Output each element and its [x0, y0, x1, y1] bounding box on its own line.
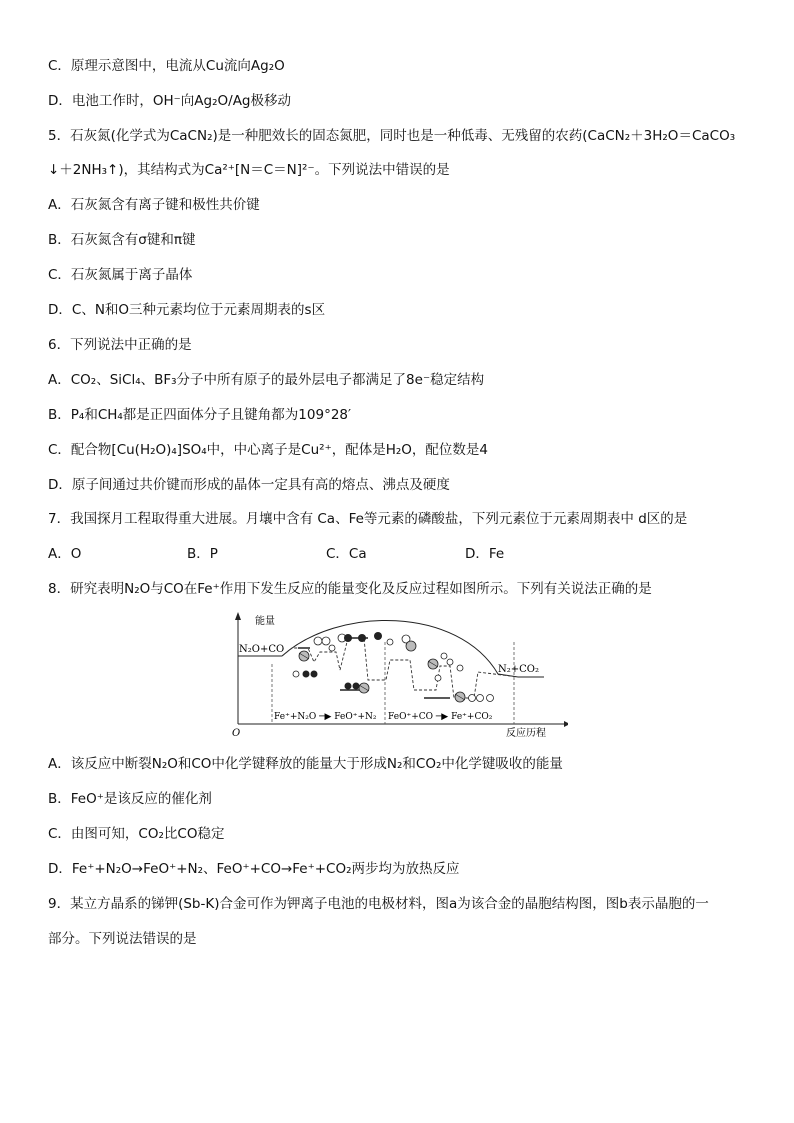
option-line: C．石灰氮属于离子晶体 [48, 267, 193, 283]
question-6-stem: 6．下列说法中正确的是 [48, 337, 192, 353]
option-line: D．C、N和O三种元素均位于元素周期表的s区 [48, 302, 326, 318]
question-5-stem: 5．石灰氮(化学式为CaCN₂)是一种肥效长的固态氮肥，同时也是一种低毒、无残留的农药(CaCN₂＋3H₂O＝CaCO₃ [48, 128, 736, 144]
option-line: D．Fe⁺+N₂O→FeO⁺+N₂、FeO⁺+CO→Fe⁺+CO₂两步均为放热反应 [48, 861, 460, 877]
molecule-icons [293, 632, 494, 702]
option-line: B．FeO⁺是该反应的催化剂 [48, 791, 212, 807]
step2-label: FeO⁺+CO ─▶ Fe⁺+CO₂ [388, 712, 493, 722]
reactant-label: N₂O+CO [239, 644, 285, 655]
option-a: A．O [48, 546, 82, 562]
y-axis-label: 能量 [255, 616, 275, 627]
option-line: B．P₄和CH₄都是正四面体分子且键角都为109°28′ [48, 407, 352, 423]
question-7-options [48, 544, 604, 564]
question-7-stem: 7．我国探月工程取得重大进展。月壤中含有 Ca、Fe等元素的磷酸盐，下列元素位于元素周期表中 d区的是 [48, 511, 688, 527]
option-line: C．由图可知，CO₂比CO稳定 [48, 826, 225, 842]
question-9-stem-cont: 部分。下列说法错误的是 [48, 931, 197, 947]
y-axis-arrow-icon [235, 612, 241, 620]
option-b: B．P [187, 546, 218, 562]
catalyzed-path [282, 638, 518, 698]
option-line: B．石灰氮含有σ键和π键 [48, 232, 196, 248]
question-8-stem: 8．研究表明N₂O与CO在Fe⁺作用下发生反应的能量变化及反应过程如图所示。下列有关说法正确的是 [48, 581, 652, 597]
x-axis-label: 反应历程 [506, 728, 546, 739]
x-axis-arrow-icon [564, 721, 568, 727]
option-c: C．Ca [326, 546, 367, 562]
step1-label: Fe⁺+N₂O ─▶ FeO⁺+N₂ [274, 712, 377, 722]
uncatalyzed-curve [282, 620, 518, 677]
origin-label: O [232, 728, 241, 739]
option-line: D．原子间通过共价键而形成的晶体一定具有高的熔点、沸点及硬度 [48, 477, 450, 493]
option-line: C．配合物[Cu(H₂O)₄]SO₄中，中心离子是Cu²⁺，配体是H₂O，配位数是4 [48, 442, 488, 458]
option-line: A．石灰氮含有离子键和极性共价键 [48, 197, 260, 213]
option-line: C．原理示意图中，电流从Cu流向Ag₂O [48, 58, 285, 74]
option-d: D．Fe [465, 546, 505, 562]
energy-profile-figure [228, 612, 568, 740]
question-9-stem: 9．某立方晶系的锑钾(Sb-K)合金可作为钾离子电池的电极材料，图a为该合金的晶胞结构图，图b表示晶胞的一 [48, 896, 709, 912]
question-5-stem-cont: ↓＋2NH₃↑)，其结构式为Ca²⁺[N＝C＝N]²⁻。下列说法中错误的是 [48, 162, 450, 178]
option-line: A．CO₂、SiCl₄、BF₃分子中所有原子的最外层电子都满足了8e⁻稳定结构 [48, 372, 485, 388]
product-label: N₂+CO₂ [498, 664, 539, 675]
option-line: D．电池工作时，OH⁻向Ag₂O/Ag极移动 [48, 93, 291, 109]
option-line: A．该反应中断裂N₂O和CO中化学键释放的能量大于形成N₂和CO₂中化学键吸收的能量 [48, 756, 563, 772]
